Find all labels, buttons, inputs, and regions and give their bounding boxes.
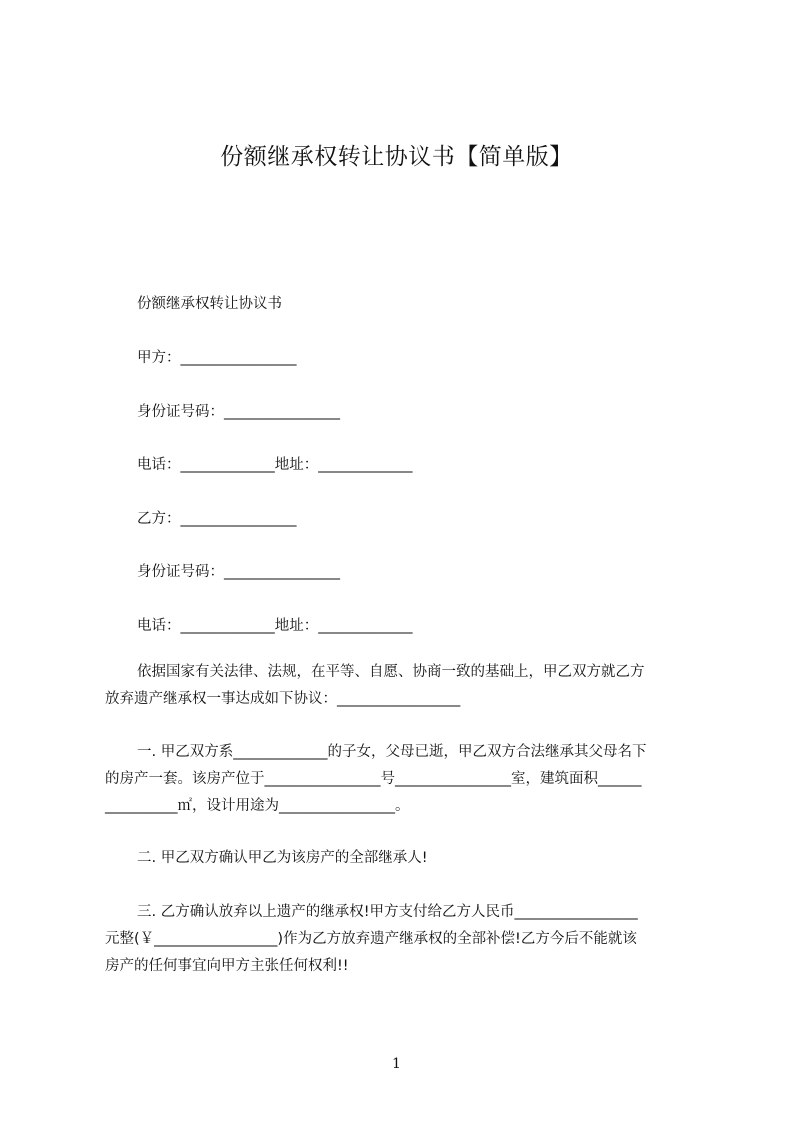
clause-3-line-1: 三. 乙方确认放弃以上遗产的继承权!甲方支付给乙方人民币_________________ (137, 904, 638, 920)
clause-3-line-3: 房产的任何事宜向甲方主张任何权利!! (105, 958, 349, 974)
intro-line-2: 放弃遗产继承权一事达成如下协议：_________________ (105, 691, 461, 707)
clause-3-line-2: 元整(￥_________________)作为乙方放弃遗产继承权的全部补偿!乙方今后不能就该 (105, 931, 637, 947)
intro-paragraph (105, 659, 701, 713)
clause-1-line-2: 的房产一套。该房产位于________________号________________室，建筑面积______ (105, 771, 642, 787)
clause-2-paragraph (105, 845, 701, 872)
intro-line-1: 依据国家有关法律、法规，在平等、自愿、协商一致的基础上，甲乙双方就乙方 (137, 664, 645, 680)
clause-3-paragraph (105, 899, 701, 980)
document-title: 份额继承权转让协议书【简单版】 (220, 144, 573, 170)
party-b-id-field: 身份证号码：________________ (137, 564, 340, 580)
party-a-id-field: 身份证号码：________________ (137, 404, 340, 420)
party-a-field: 甲方：________________ (137, 350, 297, 366)
page-number: 1 (392, 1056, 401, 1072)
party-b-field: 乙方：________________ (137, 511, 297, 527)
document-subtitle: 份额继承权转让协议书 (137, 296, 282, 312)
clause-1-paragraph (105, 739, 701, 820)
clause-1-line-1: 一. 甲乙双方系_____________的子女，父母已逝，甲乙双方合法继承其父母名下 (137, 744, 647, 760)
clause-2-line: 二. 甲乙双方确认甲乙为该房产的全部继承人! (137, 850, 428, 866)
party-b-contact-field: 电话：_____________地址：_____________ (137, 618, 413, 634)
clause-1-line-3: __________㎡，设计用途为________________。 (105, 798, 410, 814)
party-a-contact-field: 电话：_____________地址：_____________ (137, 457, 413, 473)
